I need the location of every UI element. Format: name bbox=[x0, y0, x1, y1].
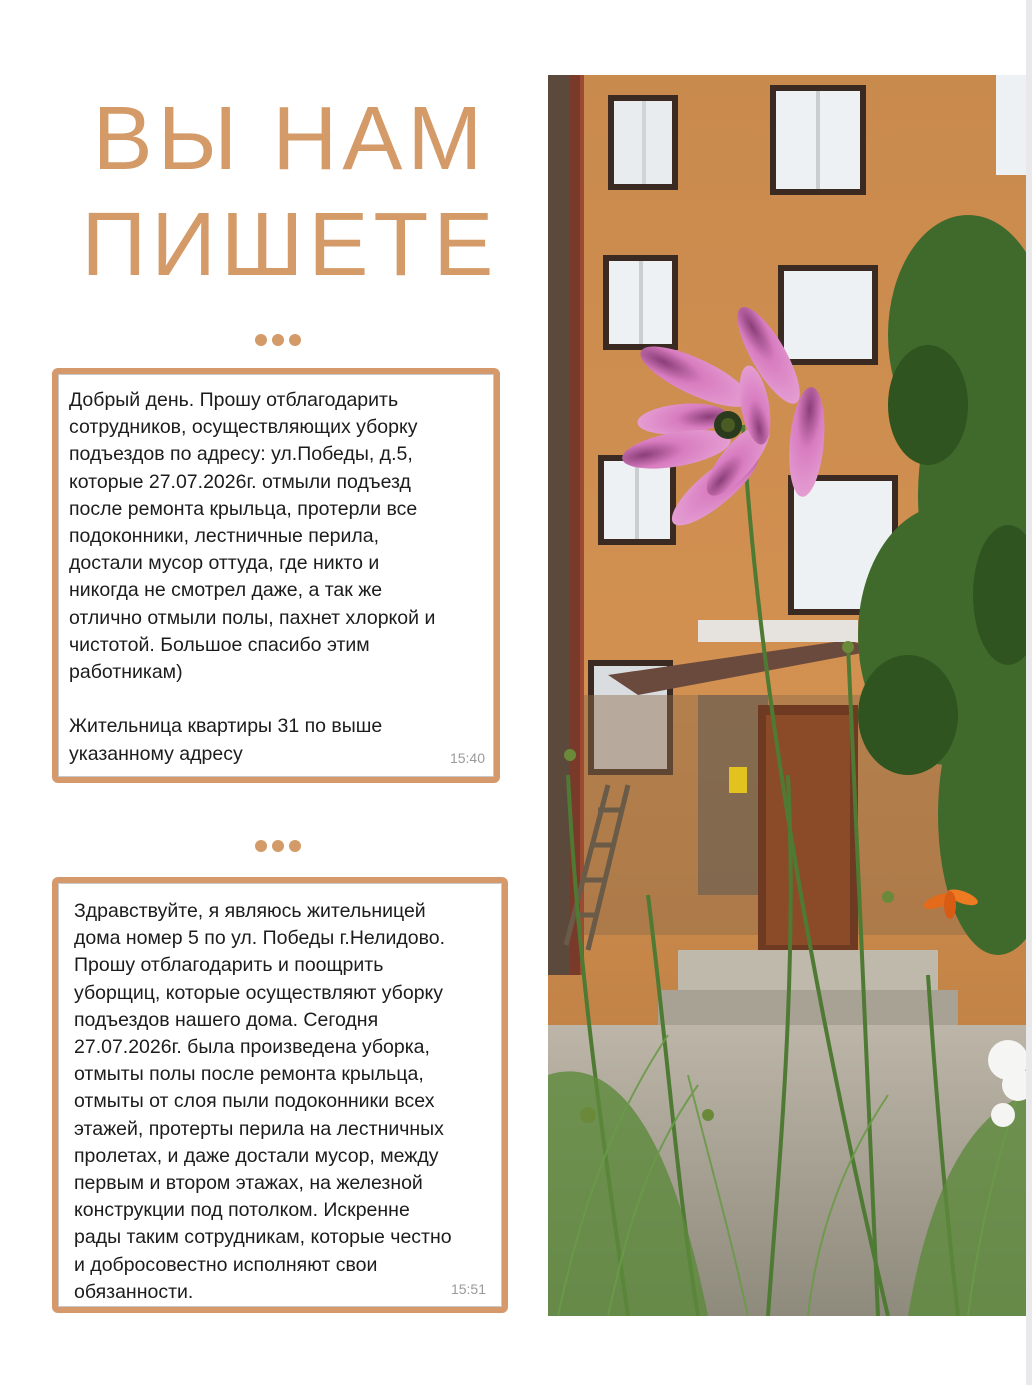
message-time: 15:40 bbox=[449, 750, 485, 766]
message-card bbox=[52, 368, 500, 783]
page-title-line-2: ПИШЕТЕ bbox=[81, 195, 499, 295]
page-title-line-1: ВЫ НАМ bbox=[92, 89, 488, 189]
message-text: Здравствуйте, я являюсь жительницей дома номер 5 по ул. Победы г.Нелидово. Прошу отблагодарить и поощрить уборщиц, которые осуществляют уборку подъездов нашего дома. Сегодня 27.07.2026г. была произведена уборка, отмыты полы после ремонта крыльца, отмыты от слоя пыли подоконники всех этажей, протерты перила на лестничных пролетах, и даже достали мусор, между первым и втором этажах, на железной конструкции под потолком. Искренне рады таким сотрудникам, которые честно и добросовестно исполняют свои обязанности. bbox=[74, 900, 452, 1303]
page-edge bbox=[1026, 0, 1032, 1385]
building-flower-photo bbox=[548, 75, 1026, 1316]
message-card bbox=[52, 877, 508, 1313]
typing-dots-icon bbox=[255, 840, 301, 852]
typing-dots-icon bbox=[255, 334, 301, 346]
message-time: 15:51 bbox=[450, 1281, 486, 1297]
message-text: Добрый день. Прошу отблагодарить сотрудников, осуществляющих уборку подъездов по адресу: ул.Победы, д.5, которые 27.07.2026г. отмыли подъезд после ремонта крыльца, протерли все подоконники, лестничные перила, достали мусор оттуда, где никто и никогда не смотрел даже, а так же отлично отмыли полы, пахнет хлоркой и чистотой. Большое спасибо этим работникам) Жительница квартиры 31 по выше указанному адресу bbox=[69, 389, 436, 765]
